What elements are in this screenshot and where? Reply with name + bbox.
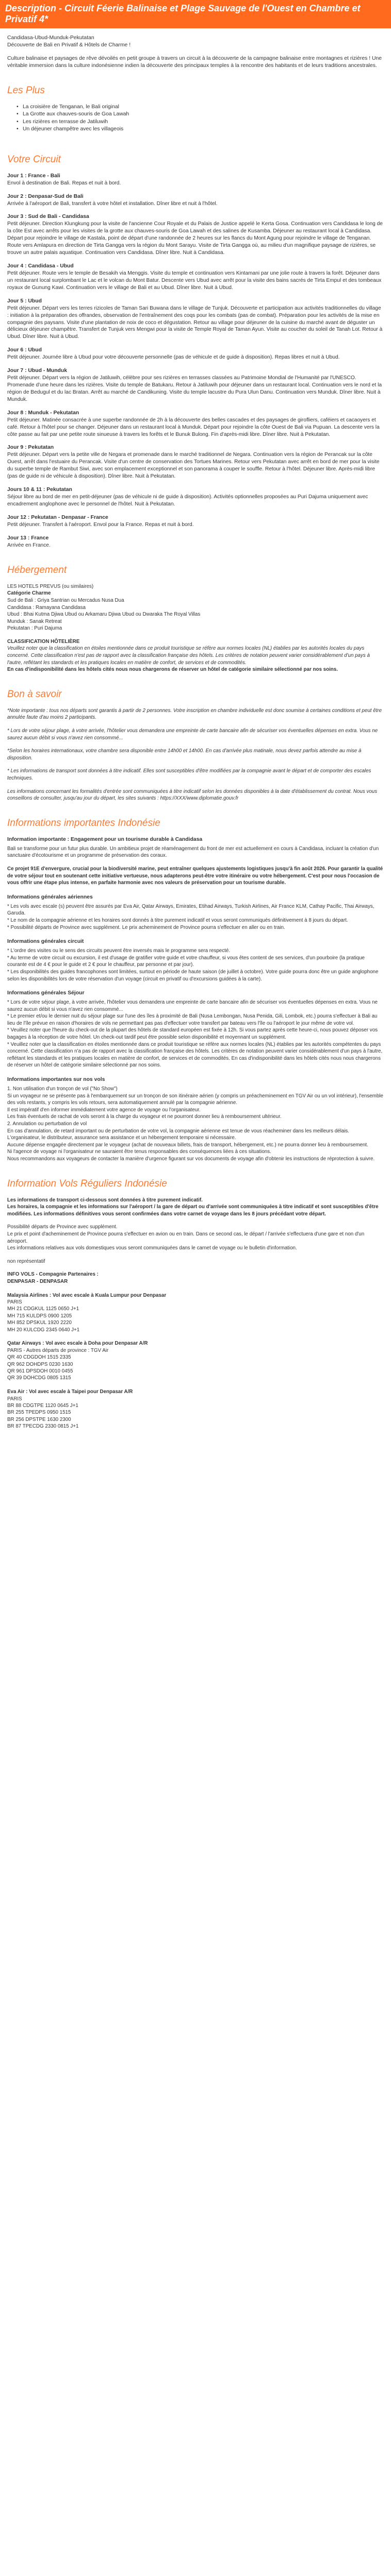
list-item: • La croisière de Tenganan, le Bali original	[23, 104, 384, 111]
info-section-title: Informations générales aériennes	[7, 894, 93, 900]
day-title: Jours 10 & 11 : Pekutatan	[7, 487, 72, 493]
intro	[7, 35, 384, 49]
vols-intro-note: Les horaires, la compagnie et les informations sur l'aéroport / la gare de départ ou d'arrivée sont communiquées à titre indicatif et sont susceptibles d'être modifiées. Les informations définitives vous seront confirmées dans votre carnet de voyage dans les 8 jours précédant votre départ.	[7, 1204, 379, 1217]
info-section	[7, 938, 384, 982]
vols-line: Malaysia Airlines : Vol avec escale à Kuala Lumpur pour Denpasar	[7, 1292, 167, 1298]
hotel-line: Pekutatan : Puri Dajuma	[7, 625, 62, 632]
vols-line-blank	[7, 1333, 384, 1340]
hotels-title: LES HOTELS PREVUS (ou similaires)	[7, 583, 94, 589]
day-block	[7, 173, 384, 187]
day-block	[7, 367, 384, 403]
bon-savoir-para: *Note importante : tous nos départs sont garantis à partir de 2 personnes. Votre inscription en chambre individuelle est donc soumise à certaines conditions et peut être annulée faute d'au moins 2 participants.	[7, 707, 382, 721]
day-text: Arrivée à l'aéroport de Bali, transfert à votre hôtel et installation. Dîner libre et nuit à l'hôtel.	[7, 200, 218, 207]
day-block	[7, 193, 384, 208]
bon-savoir-para: * Lors de votre séjour plage, à votre arrivée, l'hôtelier vous demandera une empreinte de carte bancaire afin de sécuriser vos éventuelles dépenses en extra. Vous ne saurez aucun débit si vous n'avez rien consommé...	[7, 728, 378, 741]
day-block	[7, 410, 384, 438]
infos-block	[7, 836, 384, 1163]
day-text: Petit déjeuner. Départ vers les terres rizicoles de Taman Sari Buwana dans le village de Tunjuk. Découverte et participation aux activités traditionnelles du village : initiation à la préparation des offrandes, observation de l'entraînement des coqs pour les combats (pas de combat). Préparation pour les activités de la mise en compagnie des paysans. Visite d'une plantation de noix de coco et dégustation. Retour au village pour déjeuner de la cuisine du marché avant de déguster un délicieux déjeuner champêtre. Transfert de Tunjuk vers Mengwi pour la visite de Temple Royal de Taman Ayun. Visite au coucher du soleil de Tanah Lot. Retour à Ubud. Dîner libre. Nuit à Ubud.	[7, 305, 383, 340]
day-block	[7, 263, 384, 292]
vols-line: MH 20 KULCDG 2345 0640 J+1	[7, 1327, 80, 1333]
day-title: Jour 5 : Ubud	[7, 298, 42, 304]
plus-list	[7, 104, 384, 133]
infos-heading: Informations importantes Indonésie	[7, 817, 160, 828]
info-section-text: 1. Non utilisation d'un tronçon de vol ("No Show") Si un voyageur ne se présente pas à l'embarquement sur un tronçon de son itinéraire aérien (y compris un préacheminement en TGV Air ou un vol intérieur), l'ensemble des vols restants, y compris les vols retours, sera automatiquement annulé par la compagnie aérienne. Il est impératif d'en informer immédiatement votre agence de voyage ou l'organisateur. Les frais éventuels de rachat de vols seront à la charge du voyageur et ne pourront donner lieu à remboursement ultérieur. 2. Annulation ou perturbation de vol En cas d'annulation, de retard important ou de perturbation de votre vol, la compagnie aérienne est tenue de vous réacheminer dans les meilleurs délais. L'organisateur, le distributeur, assurance sera assistance et un hébergement temporaire si nécessaire. Aucune dépense engagée directement par le voyageur (achat de nouveaux billets, frais de transport, hébergement, etc.) ne pourra donner lieu à remboursement. Ni l'agence de voyage ni l'organisateur ne sauraient être tenus responsables des conséquences liées à ces situations. Nous recommandons aux voyageurs de contacter la manière d'urgence figurant sur vos documents de voyage afin d'obtenir les instructions de réprotection à suivre.	[7, 1086, 383, 1162]
day-block	[7, 514, 384, 529]
bon-savoir-para: Les informations concernant les formalités d'entrée sont communiquées à titre indicatif selon les données disponibles à la date d'établissement du contrat. Nous vous conseillons de consulter, jusqu'au jour du départ, les sites suivants : https://XXX/www.diplomatie.gouv.fr	[7, 788, 378, 802]
vols-line: BR 255 TPEDPS 0950 1515	[7, 1410, 71, 1416]
info-section	[7, 836, 384, 887]
description: Culture balinaise et paysages de rêve dévoilés en petit groupe à travers un circuit à la découverte de la campagne balinaise entre montagnes et rizières ! Une véritable immersion dans la culture indonésienne indien la découverte des principaux temples à la rencontre des habitants et de leurs traditions ancestrales.	[7, 56, 382, 69]
info-section-text: Bali se transforme pour un futur plus durable. Un ambitieux projet de réaménagement du front de mer est actuellement en cours à Candidasa, incluant la création d'un sanctuaire d'écotourisme et un programme de préservation des coraux.	[7, 845, 379, 859]
vols-line: BR 88 CDGTPE 1120 0645 J+1	[7, 1403, 78, 1409]
day-block	[7, 535, 384, 549]
day-title: Jour 6 : Ubud	[7, 347, 42, 353]
day-block	[7, 347, 384, 361]
vols-line: PARIS	[7, 1396, 22, 1402]
bon-savoir-para: *Selon les horaires internationaux, votre chambre sera disponible entre 14h00 et 14h00. En cas d'arrivée plus matinale, nous devez parfois attendre au mise à disposition.	[7, 748, 362, 761]
vols-line-blank	[7, 1285, 384, 1292]
vols-province: Possibilité départs de Province avec supplément. Le prix et point d'acheminement de Province pourra s'effectuer en avion ou en train. Dans ce second cas, le départ / l'arrivée s'effectuera d'une gare et non d'un aéroport. Les informations relatives aux vols domestiques vous seront communiquées dans le carnet de voyage ou le bulletin d'information.	[7, 1224, 365, 1251]
info-section-text: * Le nom de la compagnie aérienne et les horaires sont donnés à titre purement indicatif et vous seront communiqués définitivement à 8 jours du départ. * Possibilité départs de Province avec supplément. Le prix acheminement de Province pourra s'effectuer en aller ou en train.	[7, 917, 348, 930]
bon-savoir-heading: Bon à savoir	[7, 688, 62, 700]
hotel-line: Munduk : Sanak Retreat	[7, 618, 62, 624]
day-text: Petit déjeuner. Direction Klungkung pour la visite de l'ancienne Cour Royale et du Palais de Justice appelé le Kerta Gosa. Continuation vers Candidasa le long de la côte Est avec arrêts pour les visites de la grotte aux chauves-souris de Goa Lawah et des salines de Kusamba. Déjeuner au restaurant local à Candidasa. Départ pour rejoindre le village de Kastala, point de départ d'une randonnée de 2 heures sur les flancs du Mont Agung pour rejoindre le village de Tenganan. Route vers Amlapura en direction de Tirta Gangga vers la région du Mont Sarayu. Visite de Tirta Gangga où, au milieu d'un magnifique paysage de rizières, se trouve un autre palais aquatique. Continuation vers Candidasa. Dîner libre. Nuit à Candidasa.	[7, 221, 383, 256]
bon-savoir-para: * Les informations de transport sont données à titre indicatif. Elles sont susceptibles d'être modifiées par la compagnie avant le départ et de comporter des escales techniques.	[7, 768, 371, 781]
vols-line: BR 87 TPECDG 2330 0815 J+1	[7, 1423, 79, 1430]
day-text: Petit déjeuner. Départ vers la petite ville de Negara et promenade dans le marché traditionnel de Negara. Continuation vers la région de Perancak sur la côte Ouest, arrêt dans l'estuaire du Perancak. Visite d'un centre de conservation des Tortues Marines. Retour vers Pekutatan avec arrêt en bord de mer pour la visite du superbe temple de Rambut Siwi, avec son emplacement exceptionnel et son panorama à couper le souffle. Retour à l'hôtel. Déjeuner libre. Après-midi libre (pas de guide ni de véhicule à disposition). Dîner libre. Nuit à Pekutatan.	[7, 452, 380, 480]
vols-heading: Information Vols Réguliers Indonésie	[7, 1178, 167, 1189]
vols-sub: non représentatif	[7, 1258, 45, 1264]
vols-line: MH 852 DPSKUL 1920 2220	[7, 1320, 72, 1326]
vols-line: QR 961 DPSDOH 0010 0455	[7, 1368, 73, 1374]
day-title: Jour 13 : France	[7, 535, 49, 541]
day-text: Petit déjeuner. Journée libre à Ubud pour votre découverte personnelle (pas de véhicule et de guide à disposition). Repas libres et nuit à Ubud.	[7, 354, 340, 361]
info-section-title: Informations générales Séjour	[7, 990, 85, 996]
vols-line: INFO VOLS - Compagnie Partenaires :	[7, 1272, 99, 1278]
day-block	[7, 486, 384, 508]
day-title: Jour 12 : Pekutatan - Denpasar - France	[7, 514, 108, 520]
vols-line: MH 715 KULDPS 0900 1205	[7, 1313, 72, 1319]
day-title: Jour 1 : France - Bali	[7, 173, 60, 179]
hotel-line: Candidasa : Ramayana Candidasa	[7, 604, 86, 611]
list-item: • Les rizières en terrasse de Jatiluwih	[23, 118, 384, 126]
bon-savoir-block	[7, 707, 384, 802]
day-text: Arrivée en France.	[7, 542, 51, 548]
info-section	[7, 990, 384, 1069]
day-text: Petit déjeuner. Route vers le temple de Besakih via Menggis. Visite du temple et continuation vers Kintamani par une jolie route à travers la forêt. Déjeuner dans un restaurant local surplombant le Lac et le volcan du Mont Batur. Descente vers Ubud avec arrêt pour la visite des bains sacrés de Tirta Empul et des tombeaux royaux de Gunung Kawi. Continuation vers le village de Bali et au Ubud. Dîner libre. Nuit à Ubud.	[7, 270, 382, 291]
vols-line: QR 39 DOHCDG 0805 1315	[7, 1375, 71, 1381]
day-text: Petit déjeuner. Départ vers la région de Jatiluwih, célèbre pour ses rizières en terrasses classées au Patrimoine Mondial de l'Humanité par l'UNESCO. Promenade d'une heure dans les rizières. Visite du temple de Batukaru. Retour à Jatiluwih pour déjeuner dans un restaurant local. Continuation vers le nord et la région de Bedugul et du lac Bratan. Arrêt au marché de Candikuning. Visite du temple lacustre du Pura Ulun Danu. Continuation vers Munduk. Dîner libre. Nuit à Munduk.	[7, 375, 382, 402]
info-section	[7, 1076, 384, 1163]
vols-line: QR 40 CDGDOH 1515 2335	[7, 1354, 71, 1361]
day-text: Petit déjeuner. Transfert à l'aéroport. Envol pour la France. Repas et nuit à bord.	[7, 521, 194, 528]
info-section-title: Informations générales circuit	[7, 939, 84, 945]
day-title: Jour 7 : Ubud - Munduk	[7, 368, 68, 374]
info-section-title: Information importante : Engagement pour un tourisme durable à Candidasa	[7, 836, 203, 842]
day-title: Jour 4 : Candidasa - Ubud	[7, 263, 74, 269]
day-text: Petit déjeuner. Matinée consacrée à une superbe randonnée de 2h à la découverte des belles cascades et des paysages de girofliers, caféiers et cacaoyers et café. Retour à l'hôtel pour se changer. Déjeuner dans un restaurant local à Munduk. Départ pour rejoindre la côte Ouest de Bali via Pupuan. La descente vers la côte passe au fait par une petite route sinueuse à travers les forêts et le Bunuk Bulong. Fin d'après-midi libre. Dîner libre. Nuit à Pekutatan.	[7, 417, 380, 437]
vols-line: QR 962 DOHDPS 0230 1630	[7, 1361, 73, 1367]
day-block	[7, 444, 384, 480]
info-section-text: * Lors de votre séjour plage, à votre arrivée, l'hôtelier vous demandera une empreinte de carte bancaire afin de sécuriser vos éventuelles dépenses en extra. Vous ne saurez aucun débit si vous n'avez rien consommé... * Le premier et/ou le dernier nuit du séjour plage sur l'une des îles à proximité de Bali (Nusa Lembongan, Nusa Penida, Gili, Lombok, etc.) pourra s'effectuer à Bali au lieu de l'île prévue en raison d'horaires de vols ne permettant pas pas d'effectuer votre transfert par bateau vers l'île ou l'aéroport le jour même de votre vol. * Veuillez noter que l'heure du check-out de la plupart des hôtels de standard européen est fixée à 12h. Si vous partez après cette heure-ci, nous pouvez déposer vos bagages à la réception de votre hôtel. Un check-out tardif peut être possible selon disponibilité et moyennant un supplément. * Veuillez noter que la classification en étoiles mentionnée dans ce produit touristique se réfère aux normes locales (NL) établies par les autorités compétentes du pays concerné. Cette classification n'a pas de rapport avec la classification française des hôtels. Les critères de notation peuvent varier considérablement d'un pays à l'autre, reflétant les standards et les pratiques locales en matière de confort, de services et de commodités. En cas d'indisponibilité dans les hôtels cités nous nous chargerons de réserver un hôtel de catégorie similaire sélectionné par nos soins.	[7, 999, 383, 1069]
intro-tagline: Découverte de Bali en Privatif & Hôtels de Charme !	[7, 42, 131, 48]
vols-line: PARIS - Autres départs de province : TGV Air	[7, 1347, 109, 1353]
day-title: Jour 2 : Denpasar-Sud de Bali	[7, 193, 84, 199]
classification-text: Veuillez noter que la classification en étoiles mentionnée dans ce produit touristique se réfère aux normes locales (NL) établies par les autorités locales du pays concerné. Cette classification n'est pas de rapport avec la classification française des hôtels. Les critères de notation peuvent varier considérablement d'un pays à l'autre, reflétant les standards et les pratiques locales en matière de confort, de services et de commodités.	[7, 646, 370, 666]
vols-lines	[7, 1271, 384, 1430]
day-text: Envol à destination de Bali. Repas et nuit à bord.	[7, 180, 121, 186]
info-section-text: * Les vols avec escale (s) peuvent être assurés par Eva Air, Qatar Airways, Emirates, Etihad Airways, Turkish Airlines, Air France KLM, Cathay Pacific, Thai Airways, Garuda.	[7, 903, 374, 917]
page-title: Description - Circuit Féerie Balinaise et Plage Sauvage de l'Ouest en Chambre et Privatif 4*	[0, 0, 391, 28]
info-section	[7, 894, 384, 931]
vols-line: Qatar Airways : Vol avec escale à Doha pour Denpasar A/R	[7, 1341, 148, 1347]
hotel-line: Sud de Bali : Griya Santrian ou Mercadus Nusa Dua	[7, 597, 124, 603]
classification-note: En cas d'indisponibilité dans les hôtels cités nous nous chargerons de réserver un hôtel de catégorie similaire sélectionné par nos soins.	[7, 667, 338, 673]
plus-heading: Les Plus	[7, 85, 45, 96]
intro-route: Candidasa-Ubud-Munduk-Pekutatan	[7, 35, 94, 41]
day-text: Séjour libre au bord de mer en petit-déjeuner (pas de véhicule ni de guide à disposition). Activités optionnelles proposées au Puri Dajuma uniquement avec encadrement anglophone avec le personnel de l'hôtel. Nuit à Pekutatan.	[7, 494, 368, 507]
vols-block	[7, 1197, 384, 1430]
info-section-title: Informations importantes sur nos vols	[7, 1077, 105, 1083]
vols-line: Eva Air : Vol avec escale à Taipei pour Denpasar A/R	[7, 1389, 133, 1395]
vols-line-blank	[7, 1382, 384, 1388]
info-section-text: * L'ordre des visites ou le sens des circuits peuvent être inversés mais le programme sera respecté. * Au terme de votre circuit ou excursion, il est d'usage de gratifier votre guide et votre chauffeur, si vous êtes content de ses services, d'un pourboire (la pratique courante est de 4 € pour le guide et 2 € pour le chauffeur, par personne et par jour). * Les disponibilités des guides francophones sont limitées, surtout en période de haute saison (de juillet à octobre). Votre guide pourra donc être un guide anglophone selon les disponibilités lors de votre réservation d'un voyage (circuit en privatif ou d'excursions guidées à la carte).	[7, 948, 379, 982]
hebergement-heading: Hébergement	[7, 564, 67, 575]
info-section-text: Ce projet 91E d'envergure, crucial pour la biodiversité marine, peut entraîner quelques ajustements logistiques jusqu'à fin août 2026. Pour garantir la qualité de votre séjour tout en soutenant cette initiative vertueuse, nous adapterons peut-être votre itinéraire ou votre hébergement. C'est pour nous l'occasion de vous offrir une étape plus intense, en parfaite harmonie avec nos valeurs de préservation pour un tourisme durable.	[7, 866, 383, 886]
hotel-line: Ubud : Bhai Kutma Djiwa Ubud ou Arkamaru Djiwa Ubud ou Dwaraka The Royal Villas	[7, 612, 201, 618]
hotels-category: Catégorie Charme	[7, 590, 51, 597]
vols-line: PARIS	[7, 1299, 22, 1305]
classification-block	[7, 638, 384, 673]
vols-intro-title: Les informations de transport ci-dessous sont données à titre purement indicatif.	[7, 1197, 203, 1203]
list-item: • Un déjeuner champêtre avec les villageois	[23, 126, 384, 133]
vols-line: DENPASAR - DENPASAR	[7, 1278, 68, 1284]
day-title: Jour 9 : Pekutatan	[7, 445, 54, 451]
day-title: Jour 8 : Munduk - Pekutatan	[7, 410, 79, 416]
day-block	[7, 213, 384, 257]
classification-title: CLASSIFICATION HÔTELIÈRE	[7, 638, 80, 645]
list-item: • La Grotte aux chauves-souris de Goa Lawah	[23, 111, 384, 118]
hotels-block	[7, 583, 384, 632]
day-block	[7, 298, 384, 341]
vols-line: MH 21 CDGKUL 1125 0650 J+1	[7, 1306, 79, 1312]
circuit-days	[7, 173, 384, 549]
day-title: Jour 3 : Sud de Bali - Candidasa	[7, 214, 89, 220]
vols-line: BR 256 DPSTPE 1630 2300	[7, 1416, 71, 1422]
circuit-heading: Votre Circuit	[7, 154, 61, 165]
